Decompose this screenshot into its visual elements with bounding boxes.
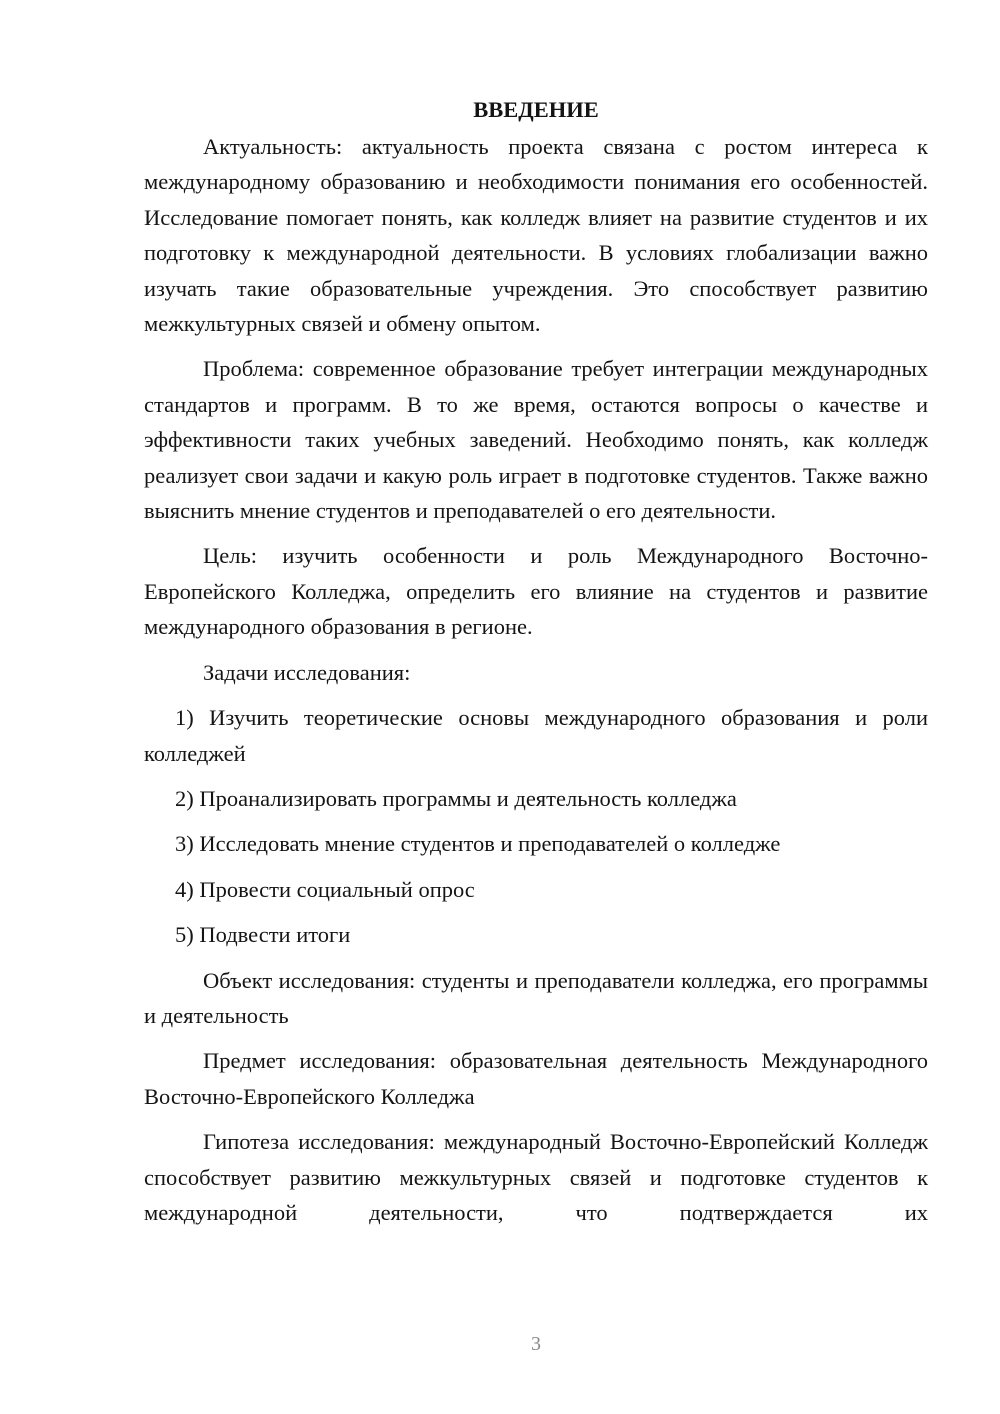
task-item-2: 2) Проанализировать программы и деятельность колледжа <box>175 785 737 811</box>
relevance-paragraph: Актуальность: актуальность проекта связана с ростом интереса к международному образованию и необходимости понимания его особенностей. Исследование помогает понять, как колледж влияет на развитие студентов и их подготовку к международной деятельности. В условиях глобализации важно изучать такие образовательные учреждения. Это способствует развитию межкультурных связей и обмену опытом. <box>144 134 928 337</box>
goal-paragraph: Цель: изучить особенности и роль Международного Восточно-Европейского Колледжа, определить его влияние на студентов и развитие международного образования в регионе. <box>144 543 928 640</box>
task-item-3: 3) Исследовать мнение студентов и преподавателей о колледже <box>175 831 781 857</box>
problem-paragraph: Проблема: современное образование требует интеграции международных стандартов и программ. В то же время, остаются вопросы о качестве и эффективности таких учебных заведений. Необходимо понять, как колледж реализует свои задачи и какую роль играет в подготовке студентов. Также важно выяснить мнение студентов и преподавателей о его деятельности. <box>144 356 928 524</box>
document-page <box>144 92 928 1230</box>
hypothesis-paragraph: Гипотеза исследования: международный Восточно-Европейский Колледж способствует развитию межкультурных связей и подготовке студентов к международной деятельности, что подтверждается их <box>144 1129 928 1225</box>
task-item-1: 1) Изучить теоретические основы международного образования и роли колледжей <box>144 705 928 766</box>
section-heading: ВВЕДЕНИЕ <box>473 97 599 122</box>
subject-paragraph: Предмет исследования: образовательная деятельность Международного Восточно-Европейского Колледжа <box>144 1048 928 1109</box>
task-item-5: 5) Подвести итоги <box>175 922 351 948</box>
object-paragraph: Объект исследования: студенты и преподаватели колледжа, его программы и деятельность <box>144 967 928 1028</box>
tasks-title: Задачи исследования: <box>203 659 411 685</box>
page-number: 3 <box>531 1333 541 1355</box>
task-item-4: 4) Провести социальный опрос <box>175 876 475 902</box>
